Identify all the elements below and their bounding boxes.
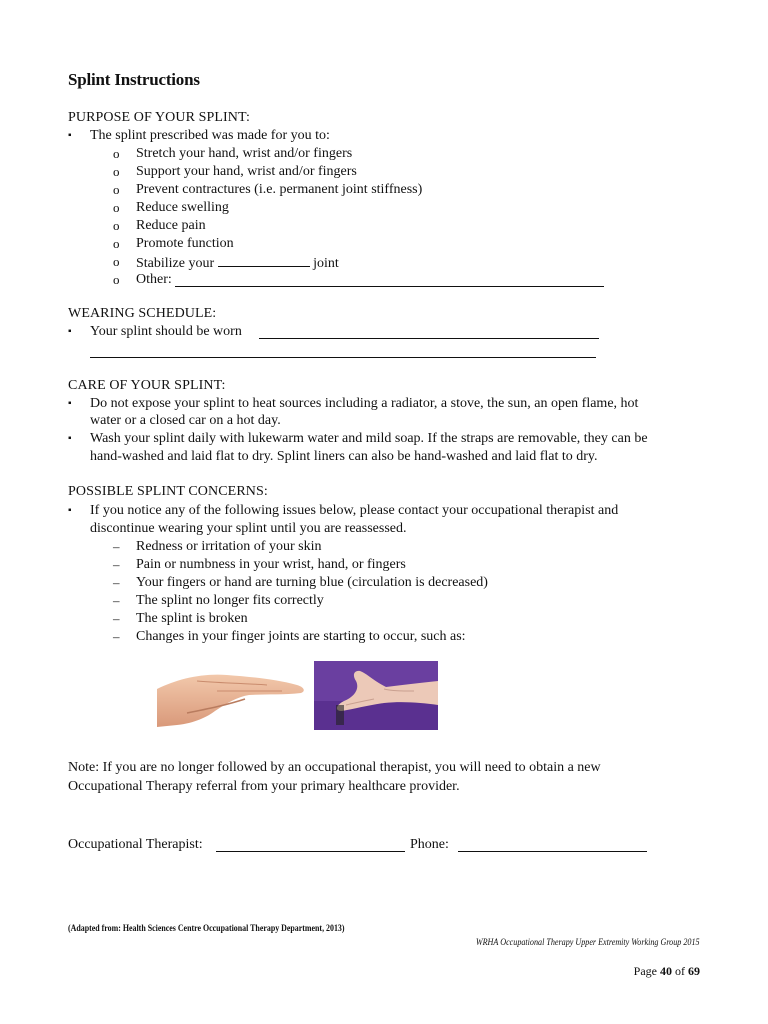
note-line-1: Note: If you are no longer followed by an occupational therapist, you will need to obtain a new [68,760,601,775]
other-blank-field[interactable] [175,286,604,287]
therapist-label: Occupational Therapist: [68,837,203,852]
list-marker: o [113,254,120,269]
list-marker: o [113,200,120,215]
care-bullet-2-line-2: hand-washed and laid flat to dry. Splint liners can also be hand-washed and laid flat to dry. [90,449,598,464]
page-prefix: Page [633,964,657,978]
purpose-item: Stretch your hand, wrist and/or fingers [136,146,353,161]
bullet-marker: ▪ [68,326,72,337]
purpose-item-other: Other: [136,272,172,287]
phone-label: Phone: [410,837,449,852]
concerns-intro-line-1: If you notice any of the following issues below, please contact your occupational therapist and [90,503,619,518]
purpose-heading: PURPOSE OF YOUR SPLINT: [68,110,250,125]
dash-marker: – [113,575,120,590]
purpose-item: Support your hand, wrist and/or fingers [136,164,357,179]
page-of: of [675,964,685,978]
concern-item: Your fingers or hand are turning blue (circulation is decreased) [136,575,488,590]
phone-blank-field[interactable] [458,851,647,852]
page-total: 69 [688,964,700,978]
page-title: Splint Instructions [68,70,200,89]
footer-adapted: (Adapted from: Health Sciences Centre Occupational Therapy Department, 2013) [68,923,345,933]
wearing-text: Your splint should be worn [90,324,242,339]
concerns-heading: POSSIBLE SPLINT CONCERNS: [68,484,268,499]
purpose-intro: The splint prescribed was made for you to: [90,128,330,143]
bullet-marker: ▪ [68,130,72,141]
footer-working-group: WRHA Occupational Therapy Upper Extremity Working Group 2015 [476,937,700,947]
joint-blank-field[interactable] [218,253,310,267]
concern-item: Pain or numbness in your wrist, hand, or fingers [136,557,406,572]
dash-marker: – [113,557,120,572]
stabilize-label: Stabilize your [136,256,215,271]
joint-label: joint [313,256,339,271]
list-marker: o [113,146,120,161]
list-marker: o [113,218,120,233]
dash-marker: – [113,611,120,626]
purpose-item: Reduce pain [136,218,206,233]
wearing-blank-field-2[interactable] [90,357,596,358]
purpose-item: Prevent contractures (i.e. permanent joint stiffness) [136,182,423,197]
bullet-marker: ▪ [68,398,72,409]
page-current: 40 [660,964,672,978]
list-marker: o [113,236,120,251]
dash-marker: – [113,593,120,608]
bullet-marker: ▪ [68,505,72,516]
care-bullet-1-line-1: Do not expose your splint to heat sources including a radiator, a stove, the sun, an open flame, hot [90,396,639,411]
hand-photo-boutonniere [314,661,438,730]
list-marker: o [113,182,120,197]
purpose-item: Promote function [136,236,234,251]
care-bullet-2-line-1: Wash your splint daily with lukewarm water and mild soap. If the straps are removable, they can be [90,431,648,446]
care-bullet-1-line-2: water or a closed car on a hot day. [90,413,281,428]
therapist-blank-field[interactable] [216,851,405,852]
hand-illustration-2 [314,661,438,730]
concern-item: Redness or irritation of your skin [136,539,322,554]
dash-marker: – [113,629,120,644]
concern-item: The splint is broken [136,611,248,626]
dash-marker: – [113,539,120,554]
note-line-2: Occupational Therapy referral from your primary healthcare provider. [68,779,460,794]
list-marker: o [113,164,120,179]
wearing-heading: WEARING SCHEDULE: [68,306,217,321]
list-marker: o [113,272,120,287]
concerns-intro-line-2: discontinue wearing your splint until you are reassessed. [90,521,407,536]
purpose-item: Reduce swelling [136,200,229,215]
bullet-marker: ▪ [68,433,72,444]
wearing-blank-field[interactable] [259,338,599,339]
hand-photo-swan-neck [157,661,307,729]
concern-item: The splint no longer fits correctly [136,593,324,608]
purpose-item-stabilize [136,253,339,273]
care-heading: CARE OF YOUR SPLINT: [68,378,226,393]
concern-item: Changes in your finger joints are starting to occur, such as: [136,629,466,644]
page-number [634,964,700,979]
hand-illustration-1 [157,661,307,729]
